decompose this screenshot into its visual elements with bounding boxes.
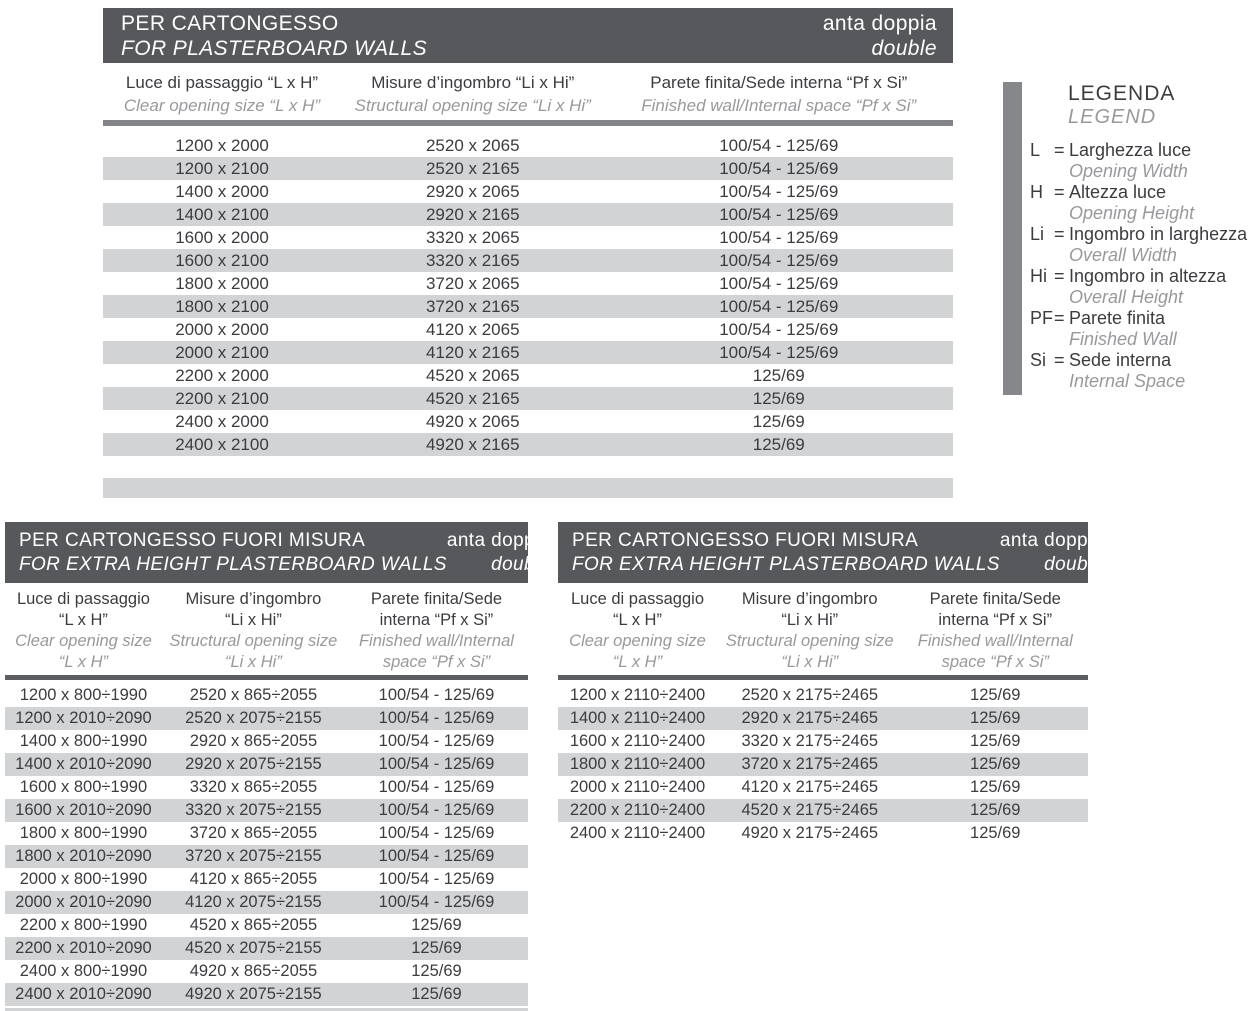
cell-finished-wall: 100/54 - 125/69 <box>719 159 839 178</box>
plasterboard-table-header-bar <box>103 8 953 63</box>
cell-clear-opening: 1400 x 2000 <box>175 182 269 201</box>
table-row <box>103 318 953 341</box>
cell-structural-opening: 3720 x 2075÷2155 <box>185 847 322 865</box>
table-variant <box>447 529 551 577</box>
table-variant-en: double <box>1044 553 1104 575</box>
cell-structural-opening: 4520 x 2165 <box>425 389 520 408</box>
cell-clear-opening: 2400 x 2010÷2090 <box>15 985 152 1003</box>
table-row <box>5 983 528 1006</box>
cell-finished-wall: 125/69 <box>411 962 462 980</box>
cell-clear-opening: 2000 x 2100 <box>175 343 269 362</box>
column-header-it-line1: Misure d’ingombro <box>185 590 322 608</box>
cell-structural-opening: 2920 x 2075÷2155 <box>185 755 322 773</box>
table-body <box>103 134 953 456</box>
legend-item <box>1030 182 1247 224</box>
column-header <box>558 589 717 673</box>
legend-item-term <box>1030 182 1247 203</box>
legend-definition-it: Parete finita <box>1069 308 1166 328</box>
column-header-it: Misure d’ingombro “Li x Hi” <box>371 73 575 92</box>
legend-definition-en: Overall Width <box>1069 245 1177 265</box>
cell-clear-opening: 2000 x 2110÷2400 <box>569 778 706 796</box>
column-header-en-line2: space “Pf x Si” <box>941 653 1049 671</box>
legend-body <box>1030 82 1247 395</box>
column-header-it-line2: interna “Pf x Si” <box>938 611 1053 629</box>
table-row <box>5 684 528 707</box>
column-header-en-line2: “L x H” <box>612 653 663 671</box>
cell-finished-wall: 100/54 - 125/69 <box>719 274 839 293</box>
table-row <box>103 226 953 249</box>
table-row <box>103 157 953 180</box>
table-variant-it: anta doppia <box>446 529 551 551</box>
column-header-en-line2: “Li x Hi” <box>781 653 839 671</box>
cell-structural-opening: 4520 x 2065 <box>425 366 520 385</box>
cell-finished-wall: 125/69 <box>752 366 805 385</box>
column-header-en-line1: Structural opening size <box>725 632 894 650</box>
column-header <box>103 71 341 117</box>
cell-finished-wall: 125/69 <box>752 435 805 454</box>
cell-structural-opening: 2920 x 2175÷2465 <box>741 709 879 727</box>
legend-equals-sign: = <box>1054 308 1065 328</box>
legend-definition-en: Opening Width <box>1069 161 1188 181</box>
column-header <box>5 589 162 673</box>
column-header-it-line1: Misure d’ingombro <box>741 590 878 608</box>
table-title <box>121 11 427 61</box>
column-header-it: Parete finita/Sede interna “Pf x Si” <box>650 73 908 92</box>
legend-equals-sign: = <box>1054 350 1065 370</box>
cell-clear-opening: 2200 x 2000 <box>175 366 269 385</box>
legend-definition-en: Finished Wall <box>1069 329 1177 349</box>
table-row <box>5 845 528 868</box>
legend-definition-en: Internal Space <box>1069 371 1186 391</box>
column-header-it-line2: interna “Pf x Si” <box>379 611 494 629</box>
extra-height-table-right <box>558 522 1104 845</box>
cell-structural-opening: 2920 x 865÷2055 <box>189 732 318 750</box>
cell-structural-opening: 2520 x 865÷2055 <box>189 686 318 704</box>
legend-equals-sign: = <box>1054 182 1065 202</box>
table-row <box>103 134 953 157</box>
column-headers <box>558 589 1088 673</box>
column-header-it-line2: “Li x Hi” <box>781 611 839 629</box>
legend-definition-it: Altezza luce <box>1069 182 1167 202</box>
table-variant <box>823 11 937 61</box>
cell-structural-opening: 3320 x 2065 <box>425 228 520 247</box>
table-row <box>5 960 528 983</box>
cell-structural-opening: 2920 x 2165 <box>425 205 520 224</box>
legend-items <box>1030 140 1247 392</box>
cell-finished-wall: 100/54 - 125/69 <box>378 870 495 888</box>
cell-structural-opening: 3720 x 2065 <box>425 274 520 293</box>
column-header <box>903 589 1089 673</box>
column-header-it-line1: Luce di passaggio <box>16 590 150 608</box>
column-header-it-line2: “L x H” <box>613 611 662 629</box>
cell-structural-opening: 4920 x 2075÷2155 <box>185 985 322 1003</box>
cell-structural-opening: 3720 x 2165 <box>425 297 520 316</box>
cell-finished-wall: 125/69 <box>970 801 1021 819</box>
cell-clear-opening: 2200 x 2110÷2400 <box>569 801 706 819</box>
extra-height-table-left <box>5 522 551 1011</box>
table-row <box>103 203 953 226</box>
column-header-en-line2: “Li x Hi” <box>224 653 282 671</box>
cell-finished-wall: 100/54 - 125/69 <box>378 709 495 727</box>
cell-structural-opening: 2520 x 2175÷2465 <box>741 686 879 704</box>
cell-clear-opening: 1800 x 2100 <box>175 297 269 316</box>
cell-structural-opening: 4520 x 865÷2055 <box>189 916 318 934</box>
cell-finished-wall: 125/69 <box>970 778 1021 796</box>
column-header-it: Luce di passaggio “L x H” <box>125 73 319 92</box>
legend-symbol: Si <box>1030 350 1047 370</box>
cell-clear-opening: 2200 x 2100 <box>175 389 269 408</box>
table-body <box>558 684 1088 845</box>
column-header <box>345 589 528 673</box>
legend-definition-en: Opening Height <box>1069 203 1195 223</box>
column-header-en-line1: Clear opening size <box>15 632 152 650</box>
table-row <box>558 753 1088 776</box>
column-header-en-line2: space “Pf x Si” <box>382 653 491 671</box>
table-row <box>103 272 953 295</box>
table-variant <box>1000 529 1104 577</box>
column-header-en: Clear opening size “L x H” <box>123 96 321 115</box>
cell-clear-opening: 1800 x 2000 <box>175 274 269 293</box>
table-row <box>5 822 528 845</box>
legend-definition-it: Larghezza luce <box>1069 140 1192 160</box>
column-header-en-line1: Finished wall/Internal <box>917 632 1073 650</box>
cell-finished-wall: 125/69 <box>970 709 1021 727</box>
legend-title-en: LEGEND <box>1068 106 1157 128</box>
cell-structural-opening: 3320 x 2075÷2155 <box>185 801 322 819</box>
column-header-it-line1: Parete finita/Sede <box>929 590 1061 608</box>
table-title-en: FOR EXTRA HEIGHT PLASTERBOARD WALLS <box>572 553 1000 575</box>
cell-structural-opening: 4120 x 2175÷2465 <box>741 778 879 796</box>
table-row <box>103 341 953 364</box>
cell-finished-wall: 125/69 <box>752 389 805 408</box>
table-title-it: PER CARTONGESSO FUORI MISURA <box>19 529 366 551</box>
legend-item-term <box>1030 224 1247 245</box>
legend-equals-sign: = <box>1054 224 1065 244</box>
cell-clear-opening: 2200 x 2010÷2090 <box>15 939 152 957</box>
header-underline <box>103 120 953 126</box>
legend-symbol: L <box>1030 140 1041 160</box>
table-row <box>103 433 953 456</box>
table-body <box>5 684 528 1006</box>
cell-clear-opening: 1600 x 2010÷2090 <box>15 801 152 819</box>
cell-structural-opening: 3320 x 2175÷2465 <box>741 732 879 750</box>
cell-clear-opening: 1200 x 2100 <box>175 159 269 178</box>
cell-finished-wall: 100/54 - 125/69 <box>378 893 495 911</box>
cell-clear-opening: 1400 x 800÷1990 <box>19 732 148 750</box>
table-row <box>5 914 528 937</box>
cell-clear-opening: 1400 x 2100 <box>175 205 269 224</box>
cell-clear-opening: 1800 x 2110÷2400 <box>569 755 706 773</box>
table-variant-en: double <box>491 553 551 575</box>
cell-structural-opening: 3720 x 2175÷2465 <box>741 755 879 773</box>
cell-finished-wall: 100/54 - 125/69 <box>719 251 839 270</box>
legend-definition-it: Ingombro in altezza <box>1069 266 1227 286</box>
table-title <box>19 529 447 577</box>
cell-clear-opening: 1800 x 800÷1990 <box>19 824 148 842</box>
legend-item <box>1030 266 1247 308</box>
legend-symbol: PF <box>1030 308 1054 328</box>
cell-finished-wall: 100/54 - 125/69 <box>378 732 495 750</box>
table-row <box>5 891 528 914</box>
legend-symbol: Hi <box>1030 266 1047 286</box>
table-row <box>5 868 528 891</box>
cell-clear-opening: 1600 x 2110÷2400 <box>569 732 706 750</box>
table-variant-it: anta doppia <box>999 529 1104 551</box>
header-underline <box>558 675 1088 680</box>
cell-finished-wall: 125/69 <box>970 686 1021 704</box>
cell-finished-wall: 100/54 - 125/69 <box>378 755 495 773</box>
cell-structural-opening: 2520 x 2165 <box>425 159 520 178</box>
table-row <box>103 180 953 203</box>
cell-clear-opening: 1400 x 2010÷2090 <box>15 755 152 773</box>
table-title-it: PER CARTONGESSO FUORI MISURA <box>572 529 919 551</box>
cell-structural-opening: 4120 x 2065 <box>425 320 520 339</box>
cell-finished-wall: 100/54 - 125/69 <box>378 824 495 842</box>
legend-item-term <box>1030 266 1247 287</box>
column-header-en-line1: Structural opening size <box>169 632 338 650</box>
legend-item <box>1030 224 1247 266</box>
column-header-it-line2: “L x H” <box>59 611 108 629</box>
cell-clear-opening: 1400 x 2110÷2400 <box>569 709 706 727</box>
legend-item <box>1030 350 1247 392</box>
plasterboard-table <box>103 8 953 498</box>
cell-structural-opening: 4120 x 2165 <box>425 343 520 362</box>
table-row <box>5 937 528 960</box>
cell-structural-opening: 4520 x 2175÷2465 <box>741 801 879 819</box>
cell-finished-wall: 100/54 - 125/69 <box>719 320 839 339</box>
table-variant-en: double <box>871 36 937 60</box>
legend-item-term <box>1030 308 1247 329</box>
cell-finished-wall: 100/54 - 125/69 <box>719 228 839 247</box>
cell-finished-wall: 125/69 <box>411 916 462 934</box>
cell-finished-wall: 125/69 <box>411 939 462 957</box>
column-header <box>162 589 345 673</box>
column-header-it-line1: Luce di passaggio <box>570 590 704 608</box>
cell-finished-wall: 100/54 - 125/69 <box>378 686 495 704</box>
table-row <box>5 776 528 799</box>
legend-symbol: H <box>1030 182 1043 202</box>
column-header-en-line2: “L x H” <box>58 653 109 671</box>
legend-item-term <box>1030 350 1247 371</box>
header-underline <box>5 675 528 680</box>
table-row <box>558 730 1088 753</box>
legend-item <box>1030 308 1247 350</box>
table-row <box>103 295 953 318</box>
cell-finished-wall: 100/54 - 125/69 <box>719 182 839 201</box>
table-tail-stripe <box>103 478 953 498</box>
cell-clear-opening: 2400 x 2110÷2400 <box>569 824 706 842</box>
table-row <box>103 249 953 272</box>
table-row <box>558 799 1088 822</box>
cell-finished-wall: 125/69 <box>752 412 805 431</box>
cell-clear-opening: 1600 x 800÷1990 <box>19 778 148 796</box>
cell-finished-wall: 125/69 <box>970 755 1021 773</box>
cell-finished-wall: 100/54 - 125/69 <box>378 847 495 865</box>
cell-finished-wall: 100/54 - 125/69 <box>719 205 839 224</box>
cell-structural-opening: 4120 x 865÷2055 <box>189 870 318 888</box>
legend-item-term <box>1030 140 1247 161</box>
column-header-it-line2: “Li x Hi” <box>224 611 282 629</box>
cell-finished-wall: 100/54 - 125/69 <box>378 778 495 796</box>
legend-equals-sign: = <box>1054 140 1065 160</box>
cell-finished-wall: 100/54 - 125/69 <box>719 297 839 316</box>
cell-clear-opening: 1600 x 2100 <box>175 251 269 270</box>
cell-structural-opening: 3320 x 2165 <box>425 251 520 270</box>
table-title <box>572 529 1000 577</box>
cell-clear-opening: 2400 x 800÷1990 <box>19 962 148 980</box>
legend-equals-sign: = <box>1054 266 1065 286</box>
extra-height-right-header-bar <box>558 522 1104 583</box>
column-header-en-line1: Clear opening size <box>569 632 706 650</box>
cell-clear-opening: 2000 x 800÷1990 <box>19 870 148 888</box>
cell-structural-opening: 3320 x 865÷2055 <box>189 778 318 796</box>
legend-item <box>1030 140 1247 182</box>
cell-structural-opening: 2920 x 2065 <box>425 182 520 201</box>
cell-clear-opening: 1200 x 2010÷2090 <box>15 709 152 727</box>
legend-definition-it: Sede interna <box>1069 350 1172 370</box>
column-header-en-line1: Finished wall/Internal <box>358 632 514 650</box>
table-title-en: FOR PLASTERBOARD WALLS <box>121 36 427 60</box>
table-row <box>5 730 528 753</box>
legend-symbol: Li <box>1030 224 1045 244</box>
column-headers <box>5 589 528 673</box>
cell-finished-wall: 125/69 <box>411 985 462 1003</box>
table-variant-it: anta doppia <box>822 11 937 35</box>
legend-definition-en: Overall Height <box>1069 287 1184 307</box>
cell-structural-opening: 2520 x 2075÷2155 <box>185 709 322 727</box>
cell-clear-opening: 2200 x 800÷1990 <box>19 916 148 934</box>
column-header-it-line1: Parete finita/Sede <box>370 590 503 608</box>
table-row <box>5 707 528 730</box>
table-row <box>558 822 1088 845</box>
cell-finished-wall: 125/69 <box>970 732 1021 750</box>
table-row <box>103 410 953 433</box>
cell-clear-opening: 1200 x 2110÷2400 <box>569 686 706 704</box>
table-row <box>5 799 528 822</box>
legend-title-it: LEGENDA <box>1068 82 1176 105</box>
table-row <box>558 684 1088 707</box>
cell-structural-opening: 4920 x 865÷2055 <box>189 962 318 980</box>
table-row <box>5 753 528 776</box>
table-row <box>103 364 953 387</box>
cell-clear-opening: 2400 x 2100 <box>175 435 269 454</box>
cell-structural-opening: 4120 x 2075÷2155 <box>185 893 322 911</box>
column-header <box>717 589 903 673</box>
legend-side-bar <box>1003 82 1022 395</box>
cell-clear-opening: 1200 x 2000 <box>175 136 269 155</box>
cell-structural-opening: 4920 x 2175÷2465 <box>741 824 879 842</box>
cell-finished-wall: 125/69 <box>970 824 1021 842</box>
cell-finished-wall: 100/54 - 125/69 <box>378 801 495 819</box>
cell-finished-wall: 100/54 - 125/69 <box>719 136 839 155</box>
table-title-en: FOR EXTRA HEIGHT PLASTERBOARD WALLS <box>19 553 447 575</box>
cell-clear-opening: 1800 x 2010÷2090 <box>15 847 152 865</box>
table-row <box>103 387 953 410</box>
cell-clear-opening: 2400 x 2000 <box>175 412 269 431</box>
legend-definition-it: Ingombro in larghezza <box>1069 224 1248 244</box>
column-headers <box>103 71 953 117</box>
cell-finished-wall: 100/54 - 125/69 <box>719 343 839 362</box>
table-title-it: PER CARTONGESSO <box>121 11 339 35</box>
legend <box>1003 82 1247 395</box>
cell-structural-opening: 2520 x 2065 <box>425 136 520 155</box>
column-header-en: Structural opening size “Li x Hi” <box>354 96 591 115</box>
cell-clear-opening: 2000 x 2010÷2090 <box>15 893 152 911</box>
cell-structural-opening: 4920 x 2065 <box>425 412 520 431</box>
column-header-en: Finished wall/Internal space “Pf x Si” <box>641 96 917 115</box>
column-header <box>605 71 954 117</box>
cell-clear-opening: 1200 x 800÷1990 <box>19 686 148 704</box>
cell-structural-opening: 4920 x 2165 <box>425 435 520 454</box>
cell-structural-opening: 3720 x 865÷2055 <box>189 824 318 842</box>
column-header <box>341 71 605 117</box>
extra-height-left-header-bar <box>5 522 551 583</box>
table-row <box>558 776 1088 799</box>
table-row <box>558 707 1088 730</box>
cell-clear-opening: 2000 x 2000 <box>175 320 269 339</box>
cell-structural-opening: 4520 x 2075÷2155 <box>185 939 322 957</box>
cell-clear-opening: 1600 x 2000 <box>175 228 269 247</box>
table-tail-gap <box>103 456 953 478</box>
